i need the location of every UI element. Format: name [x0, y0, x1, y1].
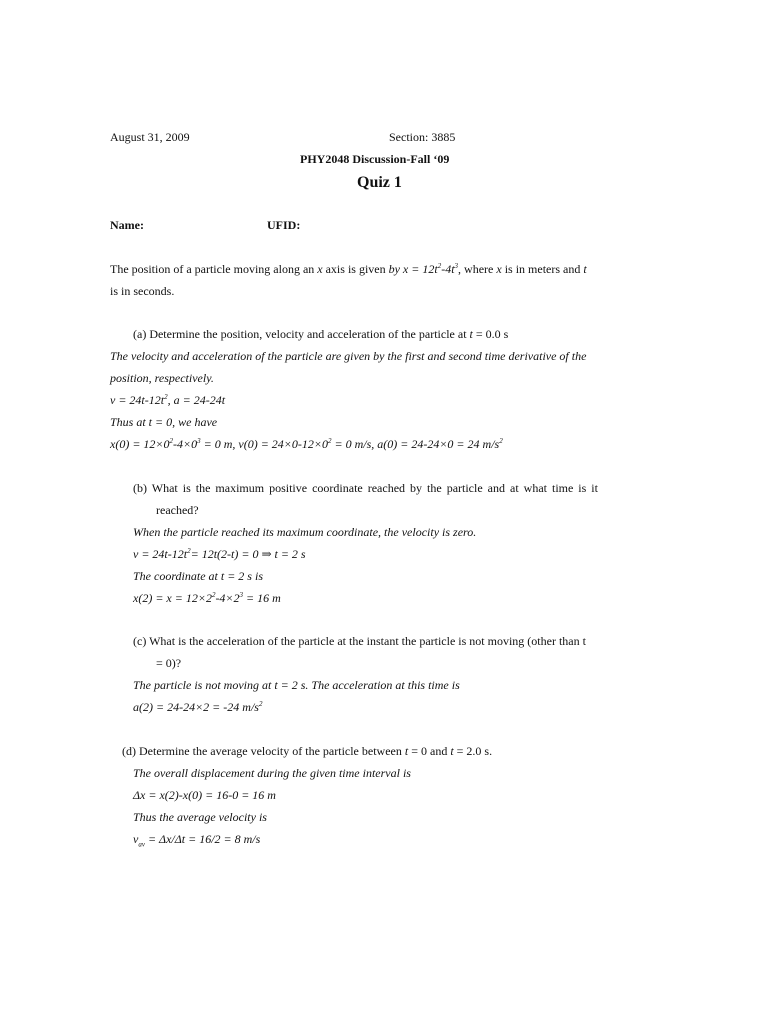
solution-b-line-4: $x(2) = x = 12\times 2^2-4\times 2^3 = 16$ m — [133, 591, 281, 605]
question-b-line-2: reached? — [156, 503, 199, 517]
section-number: Section: 3885 — [389, 130, 456, 144]
date: August 31, 2009 — [110, 130, 190, 144]
question-c-line-1: (c) What is the acceleration of the particle at the instant the particle is not moving (other than t — [133, 634, 586, 648]
question-b-line-1: (b) What is the maximum positive coordinate reached by the particle and at what time is it — [133, 481, 598, 495]
problem-statement-line-1: The position of a particle moving along an x axis is given by $x = 12t^2-4t^3$, where x is in meters and t — [110, 262, 587, 276]
solution-a-line-1: The velocity and acceleration of the particle are given by the first and second time derivative of the — [110, 349, 587, 363]
solution-b-line-2: $v = 24t-12t^2= 12t(2-t) = 0$ ⇒ t = 2 s — [133, 547, 306, 561]
solution-b-line-3: The coordinate at t = 2 s is — [133, 569, 263, 583]
solution-c-line-1: The particle is not moving at t = 2 s. The acceleration at this time is — [133, 678, 460, 692]
solution-a-line-4: Thus at t = 0, we have — [110, 415, 218, 429]
solution-b-line-1: When the particle reached its maximum coordinate, the velocity is zero. — [133, 525, 477, 539]
solution-d-line-3: Thus the average velocity is — [133, 810, 267, 824]
solution-d-line-2: Δx = x(2)-x(0) = 16-0 = 16 m — [133, 788, 276, 802]
question-a: (a) Determine the position, velocity and acceleration of the particle at t = 0.0 s — [133, 327, 509, 341]
solution-a-line-2: position, respectively. — [110, 371, 214, 385]
solution-a-line-3: $v = 24t-12t^2$, a = 24-24t — [110, 393, 226, 407]
solution-c-line-2: a(2) = 24-24×2 = -24 $m/s^2$ — [133, 700, 263, 714]
solution-d-line-4: $v_{av} = \Delta x/\Delta t = 16/2 = 8$ m/s — [133, 832, 261, 849]
solution-d-line-1: The overall displacement during the given time interval is — [133, 766, 411, 780]
question-d: (d) Determine the average velocity of the particle between t = 0 and t = 2.0 s. — [122, 744, 493, 758]
ufid-label: UFID: — [267, 218, 301, 232]
name-label: Name: — [110, 218, 144, 232]
problem-statement-line-2: is in seconds. — [110, 284, 175, 298]
question-c-line-2: = 0)? — [156, 656, 182, 670]
solution-a-line-5: $x(0) = 12\times 0^2-4\times 0^3 = 0$ m, $v(0) = 24\times 0-12\times 0^2 = 0$ m/s, a(0) = 24-24×0 = 24 $m/s^2$ — [110, 437, 503, 451]
course-title: PHY2048 Discussion-Fall ‘09 — [300, 152, 450, 166]
quiz-title: Quiz 1 — [357, 174, 402, 191]
